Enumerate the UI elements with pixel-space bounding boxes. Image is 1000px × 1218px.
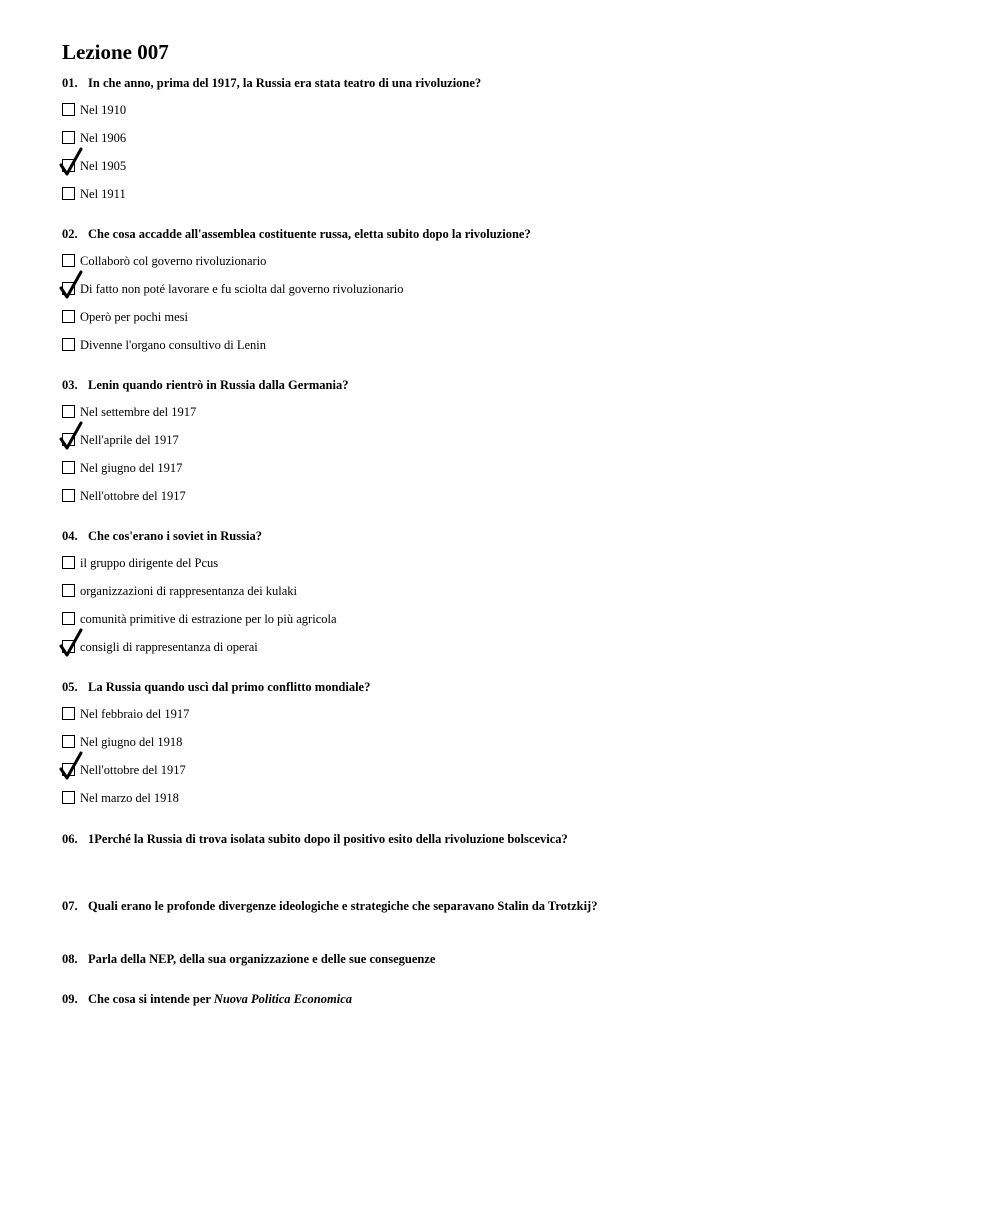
question-number: 03. (62, 378, 78, 392)
checkbox[interactable] (62, 310, 75, 323)
question-text-italic: Nuova Politica Economica (213, 992, 352, 1006)
checkbox-checked[interactable] (62, 763, 75, 776)
question-02 (62, 226, 531, 242)
question-number: 09. (62, 992, 78, 1006)
question-number: 07. (62, 899, 78, 913)
option-label: Nel giugno del 1918 (80, 735, 183, 749)
checkbox[interactable] (62, 254, 75, 267)
question-number: 02. (62, 227, 78, 241)
option-label: Nel febbraio del 1917 (80, 707, 190, 721)
checkbox[interactable] (62, 187, 75, 200)
question-05 (62, 679, 370, 695)
question-text: Lenin quando rientrò in Russia dalla Germania? (88, 378, 349, 392)
option-label: Nel 1906 (80, 131, 127, 145)
question-number: 06. (62, 832, 78, 846)
checkbox[interactable] (62, 338, 75, 351)
option-label: Nel 1905 (80, 159, 127, 173)
question-text: Quali erano le profonde divergenze ideologiche e strategiche che separavano Stalin da Trotzkij? (88, 899, 598, 913)
question-text: 1Perché la Russia di trova isolata subito dopo il positivo esito della rivoluzione bolscevica? (88, 832, 568, 846)
checkbox[interactable] (62, 556, 75, 569)
option-label: Nell'ottobre del 1917 (80, 489, 186, 503)
checkbox[interactable] (62, 461, 75, 474)
option-label: Nel settembre del 1917 (80, 405, 197, 419)
checkbox-checked[interactable] (62, 282, 75, 295)
checkbox[interactable] (62, 791, 75, 804)
checkbox[interactable] (62, 489, 75, 502)
checkbox[interactable] (62, 131, 75, 144)
checkbox[interactable] (62, 584, 75, 597)
option-label: Nell'aprile del 1917 (80, 433, 179, 447)
option-label: Collaborò col governo rivoluzionario (80, 254, 267, 268)
option-label: Operò per pochi mesi (80, 310, 188, 324)
checkbox[interactable] (62, 103, 75, 116)
question-08 (62, 951, 435, 967)
question-text: Che cos'erano i soviet in Russia? (88, 529, 262, 543)
option-label: il gruppo dirigente del Pcus (80, 556, 219, 570)
option-label: Nell'ottobre del 1917 (80, 763, 186, 777)
question-number: 04. (62, 529, 78, 543)
question-04 (62, 528, 262, 544)
page-title: Lezione 007 (62, 40, 169, 64)
option-label: comunità primitive di estrazione per lo più agricola (80, 612, 337, 626)
question-number: 01. (62, 76, 78, 90)
checkbox-checked[interactable] (62, 159, 75, 172)
option-label: Divenne l'organo consultivo di Lenin (80, 338, 267, 352)
option-label: organizzazioni di rappresentanza dei kulaki (80, 584, 298, 598)
question-07 (62, 898, 597, 914)
question-text: La Russia quando uscì dal primo conflitto mondiale? (88, 680, 371, 694)
option-label: Nel 1911 (80, 187, 126, 201)
option-label: Nel giugno del 1917 (80, 461, 183, 475)
option-label: Nel 1910 (80, 103, 127, 117)
question-number: 08. (62, 952, 78, 966)
option-label: Nel marzo del 1918 (80, 791, 179, 805)
checkbox[interactable] (62, 735, 75, 748)
checkbox-checked[interactable] (62, 640, 75, 653)
question-text: In che anno, prima del 1917, la Russia era stata teatro di una rivoluzione? (88, 76, 482, 90)
checkbox[interactable] (62, 707, 75, 720)
checkbox[interactable] (62, 612, 75, 625)
checkbox-checked[interactable] (62, 433, 75, 446)
question-text: Che cosa si intende per (88, 992, 214, 1006)
checkbox[interactable] (62, 405, 75, 418)
question-text: Che cosa accadde all'assemblea costituente russa, eletta subito dopo la rivoluzione? (88, 227, 531, 241)
question-09 (62, 991, 352, 1007)
question-06 (62, 831, 568, 847)
question-01 (62, 75, 481, 91)
option-label: consigli di rappresentanza di operai (80, 640, 258, 654)
option-label: Di fatto non poté lavorare e fu sciolta dal governo rivoluzionario (80, 282, 404, 296)
question-text: Parla della NEP, della sua organizzazione e delle sue conseguenze (88, 952, 436, 966)
question-03 (62, 377, 348, 393)
question-number: 05. (62, 680, 78, 694)
